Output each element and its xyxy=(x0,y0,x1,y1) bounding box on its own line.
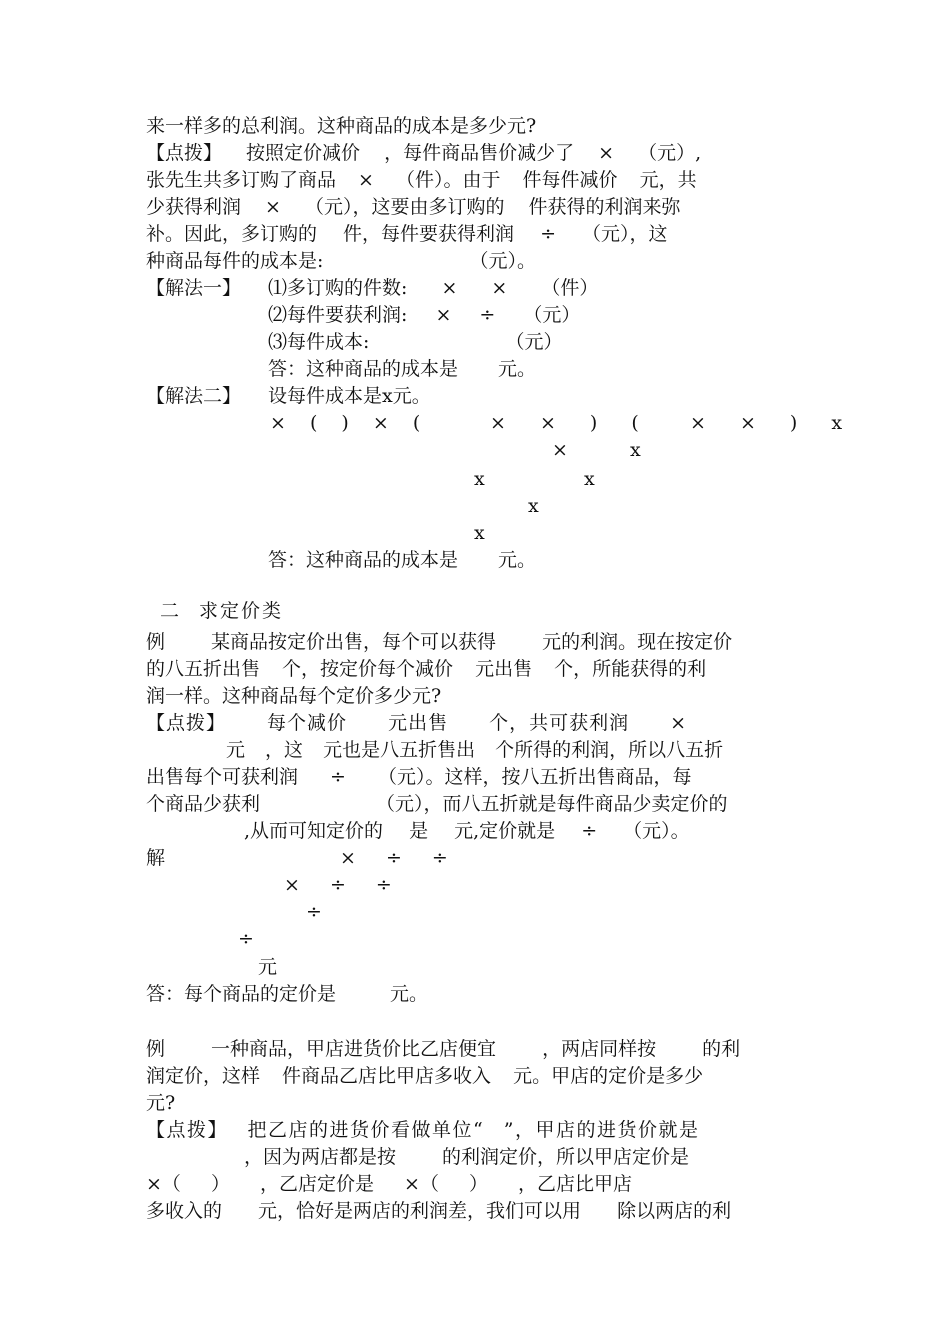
equation-fragment: ÷ xyxy=(306,901,322,923)
hint-line: 【点拨】 把乙店的进货价看做单位“ ”，甲店的进货价就是 xyxy=(146,1119,700,1141)
equation-fragment: ÷ xyxy=(238,928,254,950)
equation-fragment: 元 xyxy=(258,956,278,978)
method-label: 【解法一】 xyxy=(146,277,242,299)
answer-line: 答：这种商品的成本是 元。 xyxy=(268,358,537,380)
answer-line: 答：这种商品的成本是 元。 xyxy=(268,549,537,571)
solution-step: ⑶每件成本: （元） xyxy=(268,331,563,353)
example-line: 润一样。这种商品每个定价多少元? xyxy=(146,685,442,707)
solution-step: 设每件成本是x元。 xyxy=(268,385,431,407)
example-line: 的八五折出售 个，按定价每个减价 元出售 个，所能获得的利 xyxy=(146,658,707,680)
equation-fragment: x xyxy=(474,522,485,544)
equation-fragment: x xyxy=(474,468,485,490)
hint-line: ×（ ） ，乙店定价是 ×（ ） ，乙店比甲店 xyxy=(146,1173,633,1195)
problem-text-line: 来一样多的总利润。这种商品的成本是多少元? xyxy=(146,115,537,137)
hint-line: ,从而可知定价的 是 元,定价就是 ÷ （元）。 xyxy=(244,820,690,842)
solution-step: ⑴多订购的件数: × × （件） xyxy=(268,277,599,299)
method-label: 【解法二】 xyxy=(146,385,242,407)
hint-line: 多收入的 元，恰好是两店的利润差，我们可以用 除以两店的利 xyxy=(146,1200,732,1222)
hint-line: 元 ，这 元也是八五折售出 个所得的利润，所以八五折 xyxy=(226,739,724,761)
equation-fragment: × xyxy=(552,439,568,461)
equation-fragment: x xyxy=(584,468,595,490)
hint-line: 【点拨】 每个减价 元出售 个，共可获利润 × xyxy=(146,712,688,734)
hint-line: 个商品少获利 （元），而八五折就是每件商品少卖定价的 xyxy=(146,793,728,815)
example-line: 例 一种商品，甲店进货价比乙店便宜 ，两店同样按 的利 xyxy=(146,1038,741,1060)
hint-line: ，因为两店都是按 的利润定价，所以甲店定价是 xyxy=(244,1146,690,1168)
answer-line: 答：每个商品的定价是 元。 xyxy=(146,983,429,1005)
section-heading: 二 求定价类 xyxy=(160,600,284,622)
equation-fragment: x xyxy=(528,495,539,517)
example-line: 元? xyxy=(146,1092,176,1114)
hint-line: 少获得利润 × （元），这要由多订购的 件获得的利润来弥 xyxy=(146,196,681,218)
hint-line: 【点拨】 按照定价减价 ，每件商品售价减少了 × （元）, xyxy=(146,142,702,164)
solution-step: ⑵每件要获利润: × ÷ （元） xyxy=(268,304,581,326)
equation-fragment: × ÷ ÷ xyxy=(284,874,392,896)
equation-fragment: × ÷ ÷ xyxy=(340,847,448,869)
equation-fragment: x xyxy=(630,439,641,461)
example-line: 例 某商品按定价出售，每个可以获得 元的利润。现在按定价 xyxy=(146,631,733,653)
solve-label: 解 xyxy=(146,847,166,869)
hint-line: 张先生共多订购了商品 × （件）。由于 件每件减价 元，共 xyxy=(146,169,697,191)
hint-line: 出售每个可获利润 ÷ （元）。这样，按八五折出售商品，每 xyxy=(146,766,692,788)
equation-fragment: × ( ) × ( xyxy=(270,412,421,434)
example-line: 润定价，这样 件商品乙店比甲店多收入 元。甲店的定价是多少 xyxy=(146,1065,704,1087)
equation-fragment: × × ) x xyxy=(690,412,843,434)
hint-line: 种商品每件的成本是: （元）。 xyxy=(146,250,536,272)
equation-fragment: × × ) ( xyxy=(490,412,639,434)
hint-line: 补。因此，多订购的 件，每件要获得利润 ÷ （元），这 xyxy=(146,223,668,245)
